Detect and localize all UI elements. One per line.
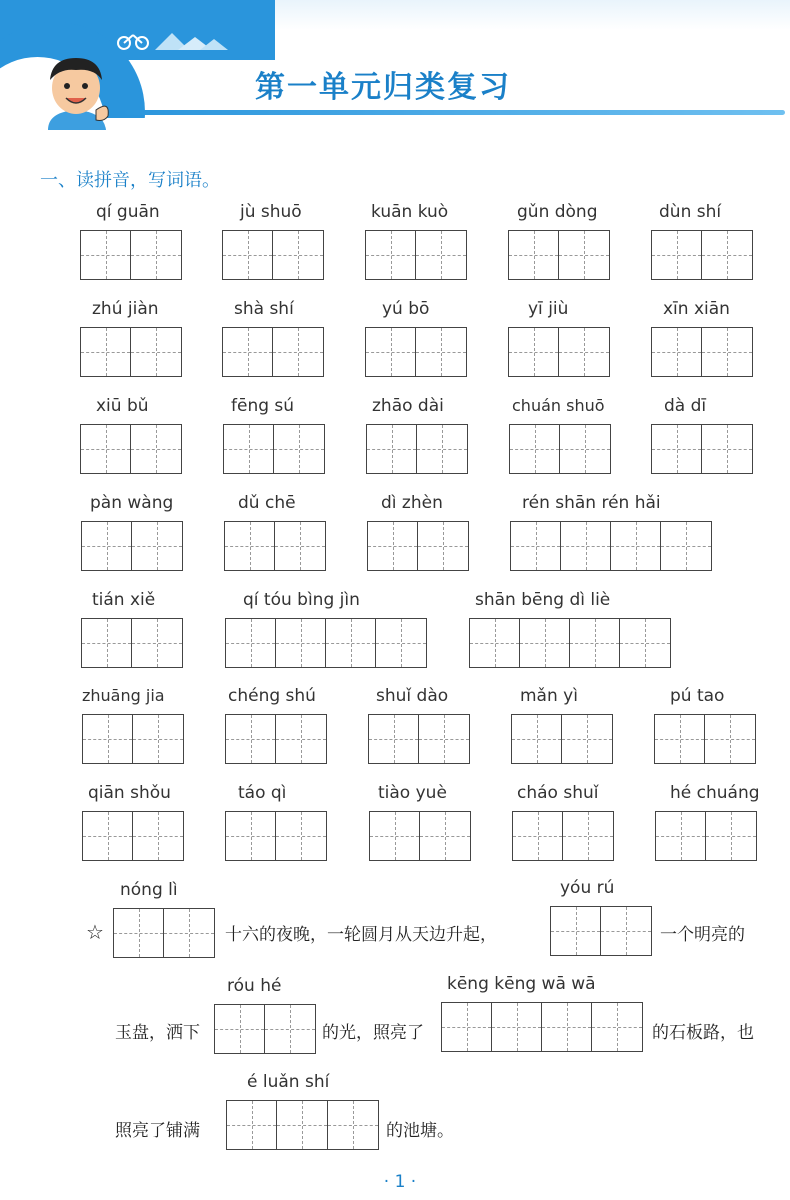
writing-grid[interactable] <box>225 714 327 764</box>
pinyin-label: cháo shuǐ <box>517 783 599 803</box>
pinyin-label: shà shí <box>234 299 294 319</box>
passage-text: 一个明亮的 <box>660 925 745 945</box>
star-icon: ☆ <box>86 920 104 944</box>
passage-pinyin: nóng lì <box>120 880 178 900</box>
writing-grid[interactable] <box>369 811 471 861</box>
writing-grid[interactable] <box>365 327 467 377</box>
passage-pinyin: yóu rú <box>560 878 615 898</box>
writing-grid[interactable] <box>511 714 613 764</box>
writing-grid[interactable] <box>82 714 184 764</box>
pinyin-label: zhuāng jia <box>82 686 165 705</box>
writing-grid[interactable] <box>510 521 712 571</box>
writing-grid[interactable] <box>508 327 610 377</box>
pinyin-label: xīn xiān <box>663 299 730 319</box>
pinyin-label: qí tóu bìng jìn <box>243 590 360 610</box>
mascot-boy-illustration <box>38 50 118 132</box>
passage-pinyin: é luǎn shí <box>247 1072 330 1092</box>
pinyin-label: rén shān rén hǎi <box>522 493 661 513</box>
pinyin-label: jù shuō <box>240 202 302 222</box>
writing-grid[interactable] <box>80 424 182 474</box>
writing-grid[interactable] <box>651 424 753 474</box>
writing-grid[interactable] <box>508 230 610 280</box>
writing-grid[interactable] <box>509 424 611 474</box>
writing-grid[interactable] <box>222 230 324 280</box>
mountains-bike-illustration <box>110 25 240 55</box>
writing-grid[interactable] <box>225 618 427 668</box>
writing-grid[interactable] <box>80 327 182 377</box>
writing-grid[interactable] <box>367 521 469 571</box>
writing-grid[interactable] <box>224 521 326 571</box>
passage-text: 照亮了铺满 <box>115 1121 200 1141</box>
pinyin-label: qiān shǒu <box>88 783 171 803</box>
pinyin-label: qí guān <box>96 202 160 222</box>
writing-grid[interactable] <box>368 714 470 764</box>
pinyin-label: yú bō <box>382 299 430 319</box>
writing-grid[interactable] <box>223 424 325 474</box>
passage-text: 的光，照亮了 <box>322 1023 424 1043</box>
writing-grid[interactable] <box>441 1002 643 1052</box>
page-number: · 1 · <box>383 1172 417 1192</box>
pinyin-label: gǔn dòng <box>517 202 598 222</box>
writing-grid[interactable] <box>82 811 184 861</box>
writing-grid[interactable] <box>113 908 215 958</box>
writing-grid[interactable] <box>655 811 757 861</box>
pinyin-label: xiū bǔ <box>96 396 149 416</box>
writing-grid[interactable] <box>512 811 614 861</box>
pinyin-label: shuǐ dào <box>376 686 449 706</box>
pinyin-label: tiào yuè <box>378 783 447 803</box>
writing-grid[interactable] <box>366 424 468 474</box>
pinyin-label: yī jiù <box>528 299 569 319</box>
passage-text: 的石板路，也 <box>652 1023 754 1043</box>
pinyin-label: dà dī <box>664 396 707 416</box>
writing-grid[interactable] <box>226 1100 379 1150</box>
pinyin-label: pú tao <box>670 686 725 706</box>
pinyin-label: zhāo dài <box>372 396 444 416</box>
pinyin-label: táo qì <box>238 783 287 803</box>
writing-grid[interactable] <box>80 230 182 280</box>
writing-grid[interactable] <box>651 230 753 280</box>
passage-text: 玉盘，洒下 <box>115 1023 200 1043</box>
writing-grid[interactable] <box>81 618 183 668</box>
writing-grid[interactable] <box>550 906 652 956</box>
passage-text: 的池塘。 <box>386 1121 454 1141</box>
writing-grid[interactable] <box>654 714 756 764</box>
passage-pinyin: róu hé <box>227 976 282 996</box>
pinyin-label: mǎn yì <box>520 686 578 706</box>
pinyin-label: chuán shuō <box>512 396 605 415</box>
pinyin-label: fēng sú <box>231 396 295 416</box>
writing-grid[interactable] <box>81 521 183 571</box>
page-title: 第一单元归类复习 <box>255 70 511 105</box>
pinyin-label: kuān kuò <box>371 202 449 222</box>
pinyin-label: dùn shí <box>659 202 722 222</box>
writing-grid[interactable] <box>214 1004 316 1054</box>
section-heading: 一、读拼音，写词语。 <box>40 170 220 191</box>
passage-text: 十六的夜晚，一轮圆月从天边升起， <box>225 925 497 945</box>
pinyin-label: tián xiě <box>92 590 156 610</box>
pinyin-label: dǔ chē <box>238 493 296 513</box>
writing-grid[interactable] <box>469 618 671 668</box>
pinyin-label: chéng shú <box>228 686 316 706</box>
writing-grid[interactable] <box>222 327 324 377</box>
pinyin-label: zhú jiàn <box>92 299 159 319</box>
pinyin-label: hé chuáng <box>670 783 760 803</box>
pinyin-label: shān bēng dì liè <box>475 590 611 610</box>
writing-grid[interactable] <box>365 230 467 280</box>
writing-grid[interactable] <box>225 811 327 861</box>
pinyin-label: pàn wàng <box>90 493 174 513</box>
banner-underline <box>120 110 785 115</box>
passage-pinyin: kēng kēng wā wā <box>447 974 596 994</box>
writing-grid[interactable] <box>651 327 753 377</box>
pinyin-label: dì zhèn <box>381 493 443 513</box>
